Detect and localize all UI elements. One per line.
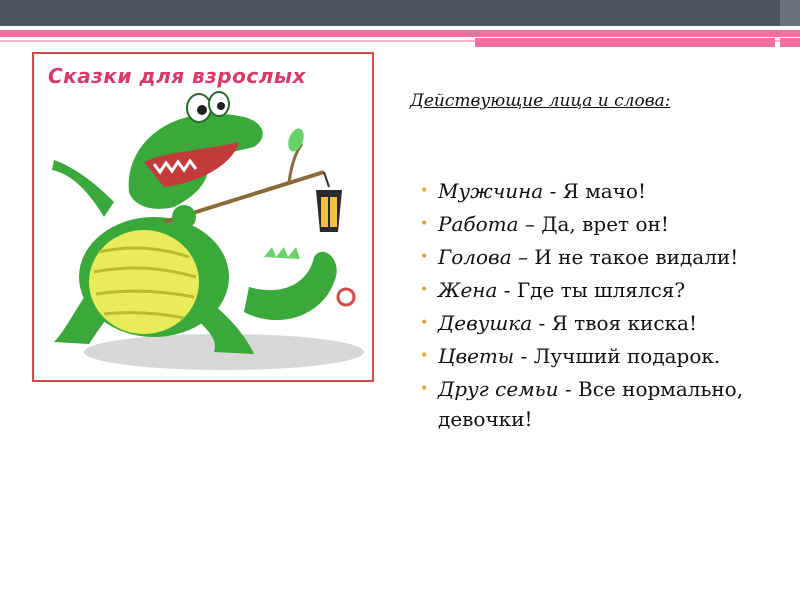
bullet-icon: • — [420, 216, 429, 232]
list-item — [418, 374, 778, 434]
bullet-icon: • — [420, 381, 429, 397]
list-item — [418, 275, 778, 305]
role-name: Девушка — [438, 311, 533, 335]
list-item — [418, 242, 778, 272]
dialogue-list — [418, 176, 778, 437]
role-name: Жена — [438, 278, 498, 302]
role-name: Работа — [438, 212, 519, 236]
separator: - — [543, 179, 563, 203]
top-bar — [0, 0, 800, 26]
role-line: И не такое видали! — [534, 245, 739, 269]
separator: – — [511, 245, 535, 269]
bullet-icon: • — [420, 183, 429, 199]
bullet-icon: • — [420, 282, 429, 298]
bullet-icon: • — [420, 315, 429, 331]
separator: - — [514, 344, 534, 368]
role-line: Лучший подарок. — [533, 344, 721, 368]
separator: - — [558, 377, 579, 401]
list-item — [418, 176, 778, 206]
accent-stripe — [0, 30, 800, 37]
list-item — [418, 209, 778, 239]
list-item — [418, 308, 778, 338]
role-name: Цветы — [438, 344, 515, 368]
list-item — [418, 341, 778, 371]
role-name: Голова — [438, 245, 512, 269]
accent-block-corner — [780, 38, 800, 47]
role-name: Мужчина — [438, 179, 544, 203]
bullet-icon: • — [420, 348, 429, 364]
role-line: Все нормально, девочки! — [438, 377, 744, 431]
top-bar-corner — [780, 0, 800, 26]
role-line: Я твоя киска! — [551, 311, 697, 335]
separator: – — [518, 212, 542, 236]
picture-caption: Сказки для взрослых — [48, 64, 306, 88]
separator: - — [532, 311, 552, 335]
role-line: Где ты шлялся? — [516, 278, 686, 302]
crocodile-illustration — [34, 82, 372, 378]
bullet-icon: • — [420, 249, 429, 265]
role-name: Друг семьи — [438, 377, 559, 401]
page-heading: Действующие лица и слова: — [410, 91, 671, 111]
accent-block — [475, 38, 775, 47]
separator: - — [497, 278, 517, 302]
role-line: Я мачо! — [562, 179, 647, 203]
role-line: Да, врет он! — [541, 212, 669, 236]
